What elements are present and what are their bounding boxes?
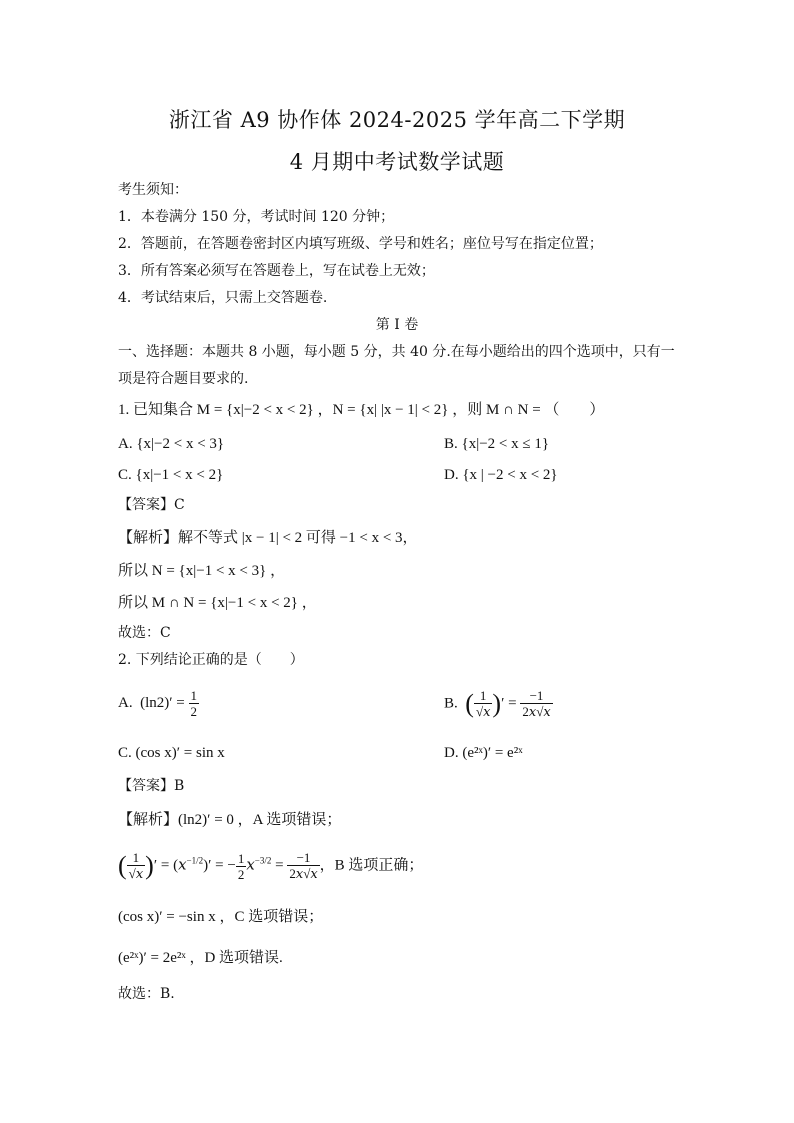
q2-option-b: B. ( $\frac{1}{√x}$ )′ = $\frac{-1}{2x√x}$ xyxy=(444,688,551,720)
q2-option-a-label: A. xyxy=(118,694,133,711)
fraction: $\frac{-1}{2x√x}$ xyxy=(522,688,551,720)
q1-option-a: A. {x|−2 < x < 3} xyxy=(118,436,225,452)
q2-conclusion: 故选：B. xyxy=(118,986,175,1002)
exam-title-line-1: 浙江省 A9 协作体 2024-2025 学年高二下学期 xyxy=(168,108,626,132)
fraction: $\frac{1}{√x}$ xyxy=(128,850,144,882)
q1-conclusion: 故选：C xyxy=(118,625,171,641)
fraction: $\frac{-1}{2x√x}$ xyxy=(289,850,318,882)
q2-stem: 2. 下列结论正确的是（ ） xyxy=(118,652,304,668)
q2-analysis-2: ( $\frac{1}{√x}$ )′ = $(x^{-1/2})'$ = − $\frac{1}{2}$ $x^{-3/2}$ = $\frac{-1}{2x√x}$ ，B 选项正确； xyxy=(118,850,424,882)
exam-title-line-2: 4 月期中考试数学试题 xyxy=(289,150,505,174)
q1-option-c: C. {x|−1 < x < 2} xyxy=(118,467,224,483)
part-intro-line-2: 项是符合题目要求的. xyxy=(118,371,249,387)
q2-option-d: D. (e²ˣ)′ = e²ˣ xyxy=(444,745,523,761)
q2-option-b-label: B. xyxy=(444,695,458,712)
q1-stem: 1. 已知集合 M = {x|−2 < x < 2} ，N = {x| |x − 1| < 2} ，则 M ∩ N = （ ） xyxy=(118,402,605,418)
q1-analysis-1: 【解析】解不等式 |x − 1| < 2 可得 −1 < x < 3， xyxy=(118,530,418,546)
fraction: $\frac{1}{2}$ xyxy=(237,850,245,882)
q1-option-d: D. {x | −2 < x < 2} xyxy=(444,467,558,483)
q2-analysis-4: (e²ˣ)′ = 2e²ˣ ，D 选项错误. xyxy=(118,950,283,966)
q1-option-b: B. {x|−2 < x ≤ 1} xyxy=(444,436,550,452)
q2-analysis-1: 【解析】(ln2)′ = 0 ，A 选项错误； xyxy=(118,812,342,828)
fraction: $\frac{1}{2}$ xyxy=(190,688,197,719)
q2-analysis-3: (cos x)′ = −sin x ，C 选项错误； xyxy=(118,909,324,925)
notice-4: 4．考试结束后，只需上交答题卷. xyxy=(118,290,328,306)
notice-heading: 考生须知： xyxy=(118,182,188,198)
q2-option-c: C. (cos x)′ = sin x xyxy=(118,745,225,761)
notice-2: 2．答题前，在答题卷密封区内填写班级、学号和姓名；座位号写在指定位置； xyxy=(118,236,603,252)
q1-answer: 【答案】C xyxy=(118,497,185,513)
q2-option-a: A. (ln2)′ = $\frac{1}{2}$ xyxy=(118,688,197,719)
section-title: 第 I 卷 xyxy=(375,317,419,333)
fraction: $\frac{1}{√x}$ xyxy=(475,688,491,720)
q2-analysis-2-tail: ，B 选项正确； xyxy=(319,857,424,874)
part-intro-line-1: 一、选择题：本题共 8 小题，每小题 5 分，共 40 分.在每小题给出的四个选项中，只有一 xyxy=(118,344,675,360)
notice-3: 3．所有答案必须写在答题卷上，写在试卷上无效； xyxy=(118,263,435,279)
q1-analysis-2: 所以 N = {x|−1 < x < 3} ， xyxy=(118,563,286,579)
notice-1: 1．本卷满分 150 分，考试时间 120 分钟； xyxy=(118,209,395,225)
q2-answer: 【答案】B xyxy=(118,778,185,794)
q1-analysis-3: 所以 M ∩ N = {x|−1 < x < 2} ， xyxy=(118,595,317,611)
